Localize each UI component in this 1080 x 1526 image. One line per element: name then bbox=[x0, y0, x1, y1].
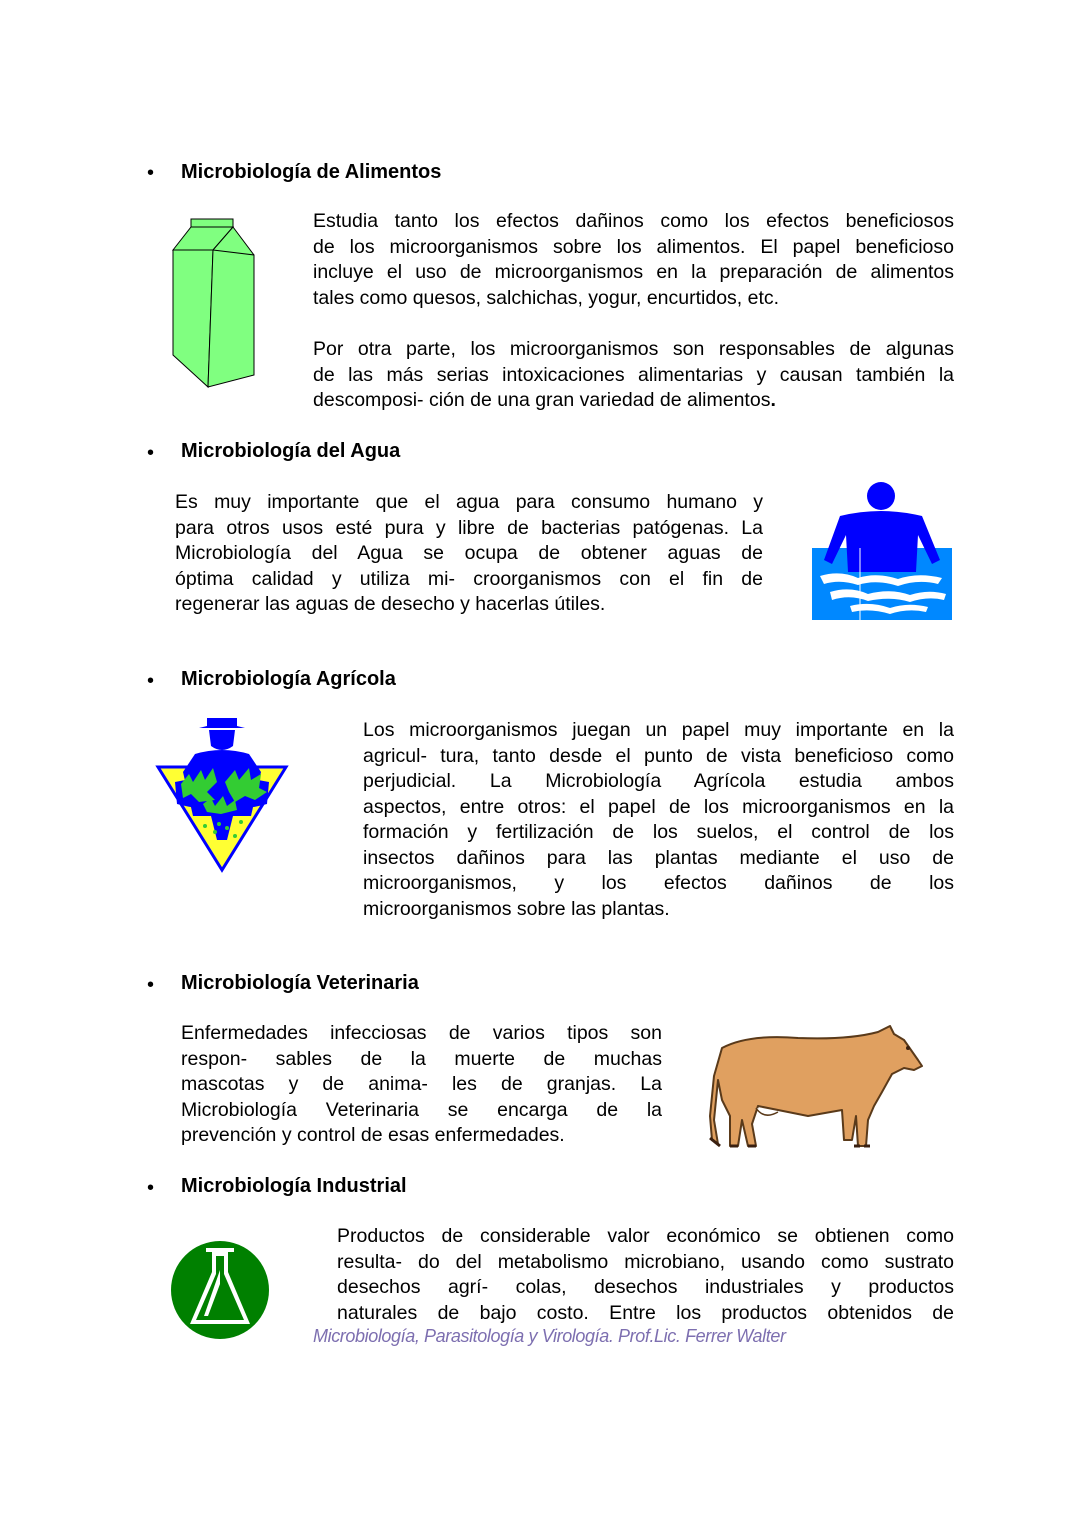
text-line: Es muy importante que el agua para consumo humano y bbox=[175, 491, 763, 513]
milk-carton-icon bbox=[168, 215, 260, 390]
text-line: Microbiología del Agua se ocupa de obtener aguas de bbox=[175, 542, 763, 564]
section-heading-veterinaria: Microbiología Veterinaria bbox=[181, 972, 419, 994]
text-line: Productos de considerable valor económico se obtienen como bbox=[337, 1225, 954, 1247]
section-heading-agua: Microbiología del Agua bbox=[181, 440, 401, 462]
industrial-paragraph bbox=[337, 1224, 954, 1326]
section-heading-agricola: Microbiología Agrícola bbox=[181, 668, 396, 690]
text-line: perjudicial. La Microbiología Agrícola estudia ambos bbox=[363, 770, 954, 792]
bullet: • bbox=[147, 1177, 155, 1199]
text-line: formación y fertilización de los suelos, el control de los bbox=[363, 821, 954, 843]
text-line: naturales de bajo costo. Entre los productos obtenidos de bbox=[337, 1301, 954, 1324]
section-heading-industrial: Microbiología Industrial bbox=[181, 1175, 407, 1197]
farmer-plants-icon bbox=[155, 712, 289, 874]
bullet: • bbox=[147, 442, 155, 464]
text-line: respon- sables de la muerte de muchas bbox=[181, 1047, 662, 1070]
text-line: de las más serias intoxicaciones alimentarias y causan también la bbox=[313, 363, 954, 386]
text-line: microorganismos, y los efectos dañinos de los bbox=[363, 872, 954, 894]
alimentos-paragraph-1 bbox=[313, 209, 954, 311]
text-line: de los microorganismos sobre los alimentos. El papel beneficioso bbox=[313, 235, 954, 258]
swimmer-icon bbox=[810, 480, 954, 622]
text-line: para otros usos esté pura y libre de bacterias patógenas. La bbox=[175, 516, 763, 539]
veterinaria-paragraph bbox=[181, 1021, 662, 1149]
page-footer: Microbiología, Parasitología y Virología. Prof.Lic. Ferrer Walter bbox=[313, 1326, 786, 1346]
text-line: regenerar las aguas de desecho y hacerlas útiles. bbox=[175, 593, 606, 615]
agricola-paragraph bbox=[363, 718, 954, 922]
bullet: • bbox=[147, 974, 155, 996]
text-line: incluye el uso de microorganismos en la preparación de alimentos bbox=[313, 261, 954, 283]
agua-paragraph bbox=[175, 490, 763, 618]
text-line: Enfermedades infecciosas de varios tipos son bbox=[181, 1022, 662, 1044]
text-line: aspectos, entre otros: el papel de los microorganismos en la bbox=[363, 795, 954, 818]
text-line: microorganismos sobre las plantas. bbox=[363, 897, 670, 920]
alimentos-paragraph-2 bbox=[313, 337, 954, 414]
erlenmeyer-flask-icon bbox=[170, 1240, 272, 1342]
bullet: • bbox=[147, 670, 155, 692]
text-line: agricul- tura, tanto desde el punto de vista beneficioso como bbox=[363, 744, 954, 767]
text-line: óptima calidad y utiliza mi- croorganismos con el fin de bbox=[175, 567, 763, 590]
text-line: Los microorganismos juegan un papel muy importante en la bbox=[363, 719, 954, 741]
text-line: prevención y control de esas enfermedades. bbox=[181, 1124, 565, 1146]
text-line: tales como quesos, salchichas, yogur, encurtidos, etc. bbox=[313, 286, 780, 309]
text-line: insectos dañinos para las plantas mediante el uso de bbox=[363, 846, 954, 869]
text-line-period: . bbox=[770, 389, 776, 411]
text-line: mascotas y de anima- les de granjas. La bbox=[181, 1073, 662, 1095]
text-line: desechos agrí- colas, desechos industriales y productos bbox=[337, 1276, 954, 1298]
text-line: resulta- do del metabolismo microbiano, usando como sustrato bbox=[337, 1250, 954, 1273]
cow-icon bbox=[708, 1020, 926, 1152]
text-line: Por otra parte, los microorganismos son responsables de algunas bbox=[313, 338, 954, 360]
section-heading-alimentos: Microbiología de Alimentos bbox=[181, 161, 442, 183]
text-line: Estudia tanto los efectos dañinos como los efectos beneficiosos bbox=[313, 210, 954, 232]
text-line: Microbiología Veterinaria se encarga de la bbox=[181, 1098, 662, 1121]
bullet: • bbox=[147, 162, 155, 184]
text-line bbox=[313, 388, 954, 414]
text-line-part: descomposi- ción de una gran variedad de alimentos bbox=[313, 389, 771, 411]
